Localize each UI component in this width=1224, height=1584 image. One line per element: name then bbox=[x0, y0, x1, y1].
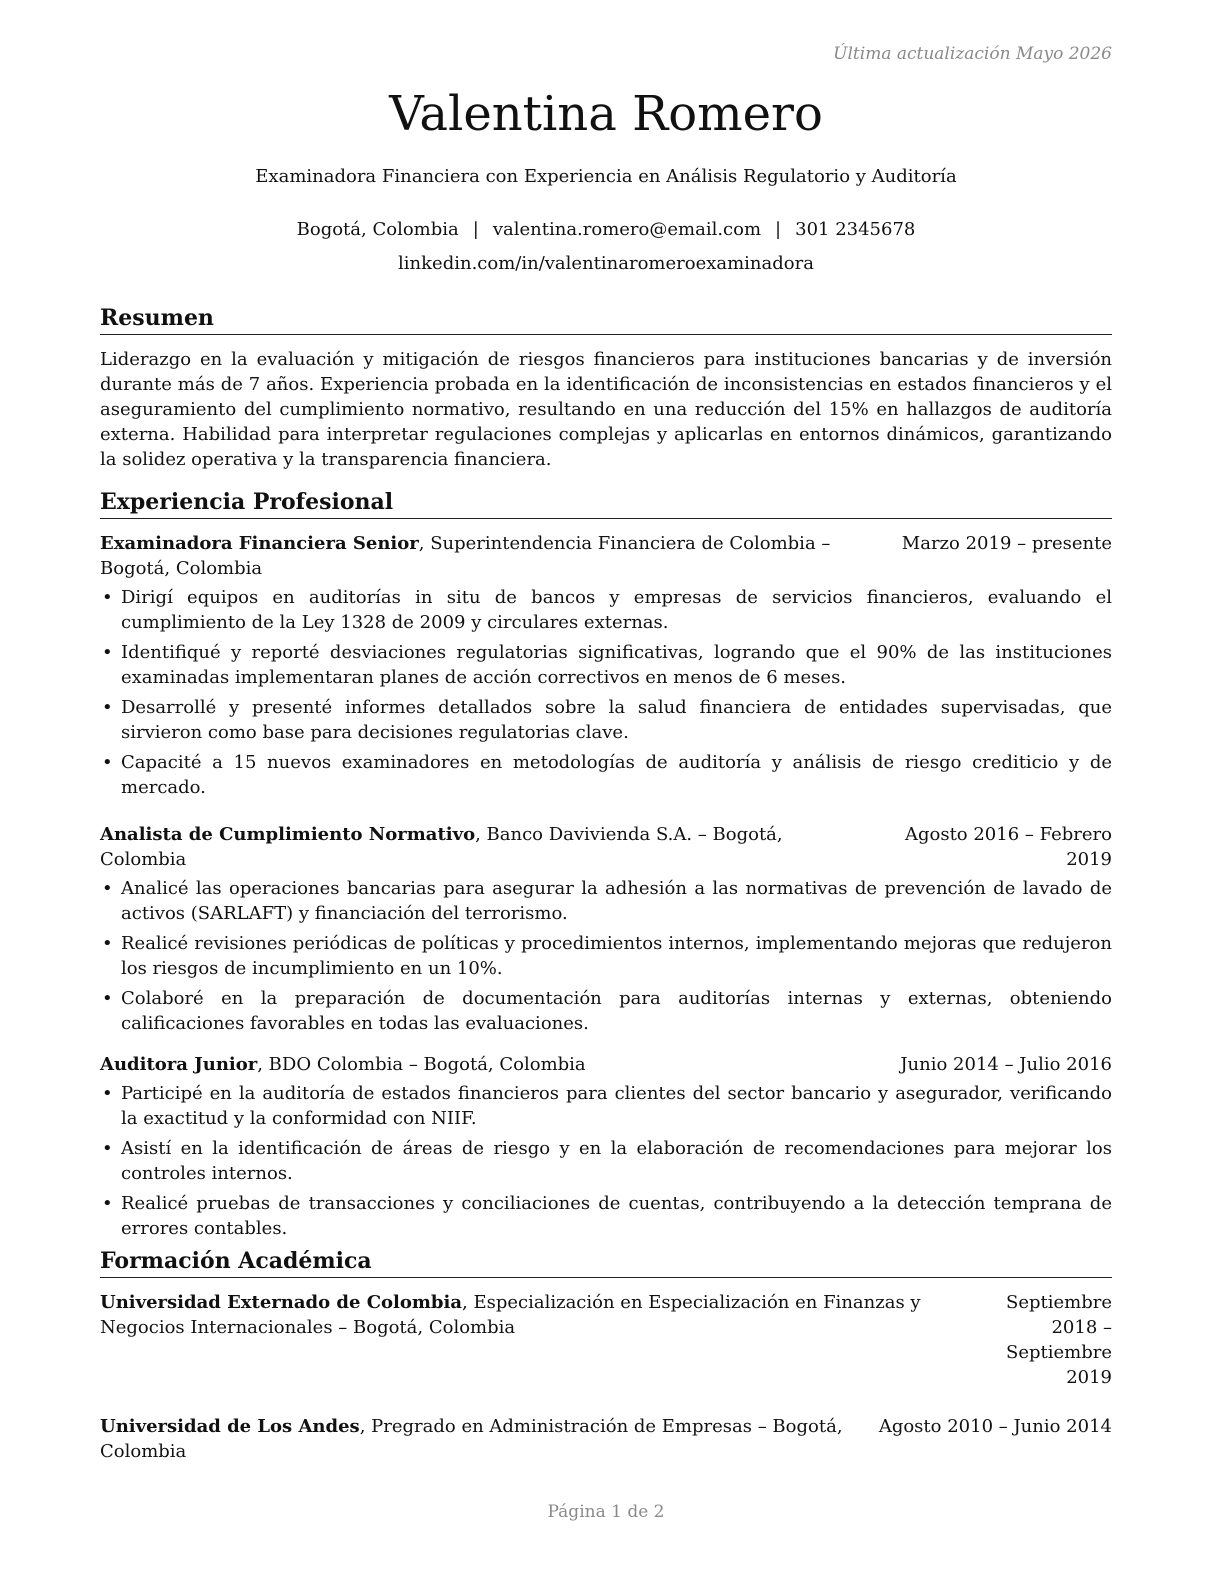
job-header bbox=[100, 1052, 1112, 1077]
contact-separator: | bbox=[775, 219, 782, 240]
contact-email[interactable]: valentina.romero@email.com bbox=[492, 219, 762, 240]
education-degree: , Pregrado en Administración de Empresas – Bogotá, Colombia bbox=[100, 1415, 843, 1462]
job-bullet: • Analicé las operaciones bancarias para asegurar la adhesión a las normativas de prevención de lavado de activos (SARLAFT) y financiación del terrorismo. bbox=[100, 876, 1112, 926]
contact-line bbox=[100, 219, 1112, 240]
contact-location: Bogotá, Colombia bbox=[296, 219, 459, 240]
section-heading-education: Formación Académica bbox=[100, 1248, 1112, 1278]
summary-text: Liderazgo en la evaluación y mitigación de riesgos financieros para instituciones bancarias y de inversión durante más de 7 años. Experiencia probada en la identificación de inconsistencias en estados financieros y el aseguramiento del cumplimiento normativo, resultando en una reducción del 15% en hallazgos de auditoría externa. Habilidad para interpretar regulaciones complejas y aplicarlas en entornos dinámicos, garantizando la solidez operativa y la transparencia financiera. bbox=[100, 348, 1112, 470]
job-header bbox=[100, 531, 1112, 581]
job-bullets bbox=[100, 585, 1112, 800]
candidate-headline: Examinadora Financiera con Experiencia en Análisis Regulatorio y Auditoría bbox=[255, 166, 957, 187]
job-bullet: • Capacité a 15 nuevos examinadores en metodologías de auditoría y análisis de riesgo crediticio y de mercado. bbox=[100, 750, 1112, 800]
job-title-line bbox=[100, 531, 878, 581]
job-entry bbox=[100, 822, 1112, 1036]
job-organization: , Superintendencia Financiera de Colombia – Bogotá, Colombia bbox=[100, 532, 831, 579]
page-number: Página 1 de 2 bbox=[547, 1502, 665, 1522]
job-title-line bbox=[100, 822, 848, 872]
education-title-line bbox=[100, 1290, 938, 1340]
section-heading-experience: Experiencia Profesional bbox=[100, 489, 1112, 519]
experience-section bbox=[100, 489, 1112, 1246]
last-updated: Última actualización Mayo 2026 bbox=[833, 44, 1112, 64]
education-school: Universidad de Los Andes bbox=[100, 1415, 360, 1437]
job-title: Analista de Cumplimiento Normativo bbox=[100, 823, 476, 845]
job-bullet: • Asistí en la identificación de áreas de riesgo y en la elaboración de recomendaciones para mejorar los controles internos. bbox=[100, 1136, 1112, 1186]
education-dates: Septiembre 2018 – Septiembre 2019 bbox=[1006, 1291, 1112, 1388]
education-degree: , Especialización en Especialización en Finanzas y Negocios Internacionales – Bogotá, Colombia bbox=[100, 1291, 921, 1338]
job-bullet: • Realicé revisiones periódicas de políticas y procedimientos internos, implementando mejoras que redujeron los riesgos de incumplimiento en un 10%. bbox=[100, 931, 1112, 981]
education-dates: Agosto 2010 – Junio 2014 bbox=[878, 1415, 1112, 1437]
education-title-line bbox=[100, 1414, 867, 1464]
job-bullet: • Identifiqué y reporté desviaciones regulatorias significativas, logrando que el 90% de las instituciones examinadas implementaran planes de acción correctivos en menos de 6 meses. bbox=[100, 640, 1112, 690]
job-organization: , Banco Davivienda S.A. – Bogotá, Colombia bbox=[100, 823, 783, 870]
job-entry bbox=[100, 531, 1112, 800]
job-bullet: • Dirigí equipos en auditorías in situ de bancos y empresas de servicios financieros, evaluando el cumplimiento de la Ley 1328 de 2009 y circulares externas. bbox=[100, 585, 1112, 635]
job-title-line bbox=[100, 1052, 876, 1077]
job-bullet: • Desarrollé y presenté informes detallados sobre la salud financiera de entidades supervisadas, que sirvieron como base para decisiones regulatorias clave. bbox=[100, 695, 1112, 745]
job-bullets bbox=[100, 1081, 1112, 1241]
job-dates: Junio 2014 – Julio 2016 bbox=[900, 1053, 1112, 1075]
job-bullets bbox=[100, 876, 1112, 1036]
job-bullet: • Realicé pruebas de transacciones y conciliaciones de cuentas, contribuyendo a la detección temprana de errores contables. bbox=[100, 1191, 1112, 1241]
job-dates: Marzo 2019 – presente bbox=[901, 532, 1112, 554]
candidate-name: Valentina Romero bbox=[389, 86, 823, 142]
job-title: Examinadora Financiera Senior bbox=[100, 532, 419, 554]
job-bullet: • Colaboré en la preparación de documentación para auditorías internas y externas, obteniendo calificaciones favorables en todas las evaluaciones. bbox=[100, 986, 1112, 1036]
job-bullet: • Participé en la auditoría de estados financieros para clientes del sector bancario y asegurador, verificando la exactitud y la conformidad con NIIF. bbox=[100, 1081, 1112, 1131]
contact-phone: 301 2345678 bbox=[795, 219, 916, 240]
education-header bbox=[100, 1290, 1112, 1390]
education-entry bbox=[100, 1414, 1112, 1464]
job-header bbox=[100, 822, 1112, 872]
summary-section bbox=[100, 305, 1112, 472]
education-school: Universidad Externado de Colombia bbox=[100, 1291, 463, 1313]
job-title: Auditora Junior bbox=[100, 1053, 258, 1075]
section-heading-summary: Resumen bbox=[100, 305, 1112, 335]
resume-page bbox=[100, 0, 1112, 1584]
job-organization: , BDO Colombia – Bogotá, Colombia bbox=[257, 1053, 586, 1075]
education-section bbox=[100, 1248, 1112, 1464]
job-dates: Agosto 2016 – Febrero 2019 bbox=[904, 823, 1112, 870]
contact-separator: | bbox=[472, 219, 479, 240]
contact-linkedin[interactable]: linkedin.com/in/valentinaromeroexaminadora bbox=[398, 253, 814, 274]
education-header bbox=[100, 1414, 1112, 1464]
job-entry bbox=[100, 1052, 1112, 1241]
education-entry bbox=[100, 1290, 1112, 1390]
